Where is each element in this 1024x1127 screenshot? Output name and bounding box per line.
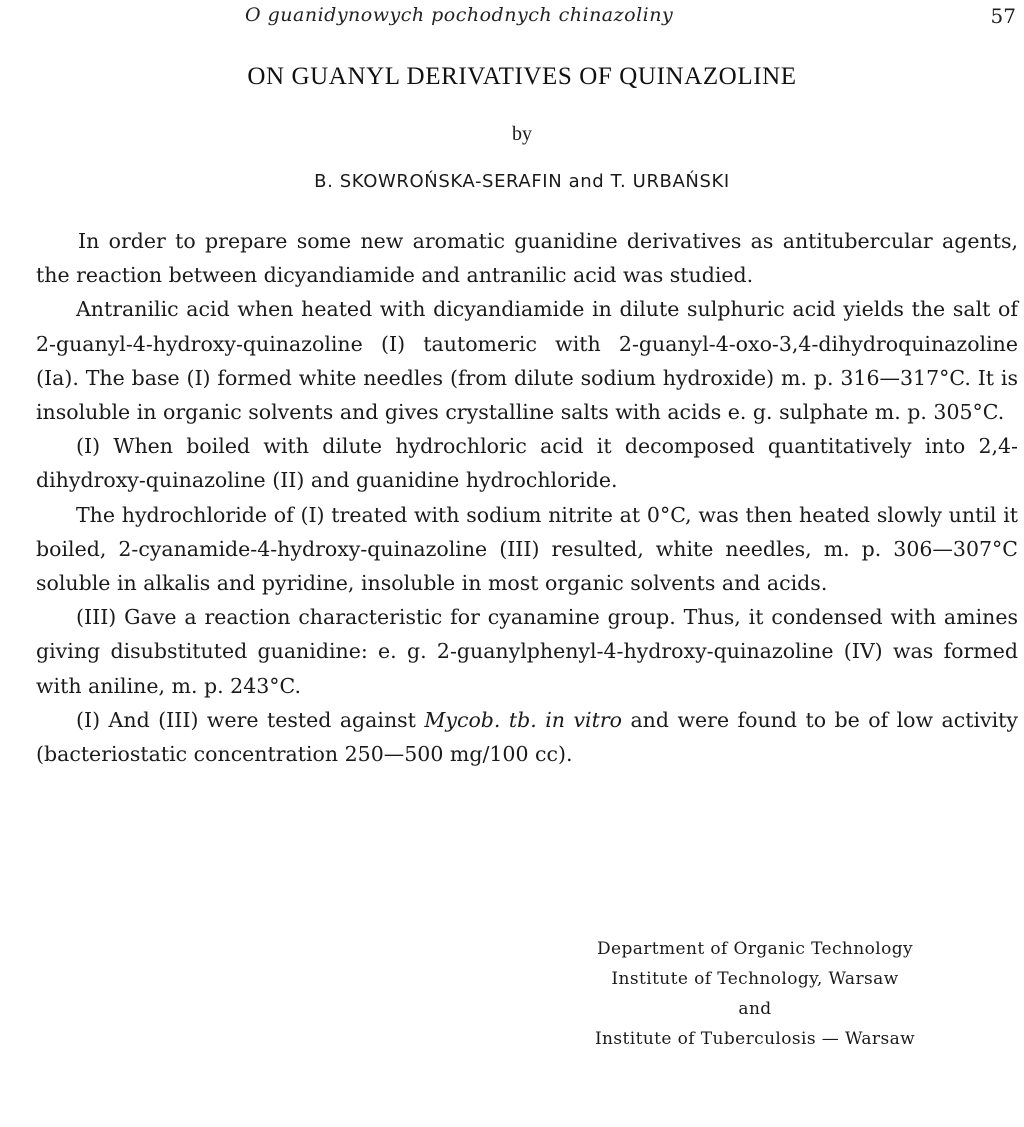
page-number: 57 bbox=[990, 4, 1016, 28]
authors: B. SKOWROŃSKA-SERAFIN and T. URBAŃSKI bbox=[314, 171, 730, 192]
affiliation-line-1: Department of Organic Technology bbox=[596, 939, 914, 959]
paragraph-4: The hydrochloride of (I) treated with sodium nitrite at 0°C, was then heated slowly until it boiled, 2-cyanamide-4-hydroxy-quinazoline (III) resulted, white needles, m. p. 306—307°C soluble in alkalis and pyridine, insoluble in most organic solvents and acids. bbox=[36, 502, 1018, 596]
article-title: ON GUANYL DERIVATIVES OF QUINAZOLINE bbox=[247, 63, 797, 90]
affiliation-line-4: Institute of Tuberculosis — Warsaw bbox=[594, 1029, 916, 1049]
paragraph-6-end: and were found to be of low activity (bacteriostatic concentration 250—500 mg/100 cc). bbox=[36, 707, 1018, 767]
affiliation-line-3: and bbox=[738, 999, 772, 1019]
running-title: O guanidynowych pochodnych chinazoliny bbox=[245, 4, 674, 26]
running-head bbox=[0, 4, 1024, 34]
organism-in-vitro-italic: Mycob. tb. in vitro bbox=[424, 707, 622, 732]
paragraph-3: (I) When boiled with dilute hydrochloric acid it decomposed quantitatively into 2,4-dihydroxy-quinazoline (II) and guanidine hydrochloride. bbox=[36, 434, 1018, 493]
article-body bbox=[36, 224, 1018, 771]
paragraph-6 bbox=[36, 703, 1018, 771]
paragraph-1: In order to prepare some new aromatic guanidine derivatives as antitubercular agents, the reaction between dicyandiamide and antranilic acid was studied. bbox=[36, 229, 1018, 288]
affiliation-line-2: Institute of Technology, Warsaw bbox=[611, 969, 899, 989]
paragraph-5: (III) Gave a reaction characteristic for cyanamine group. Thus, it condensed with amines giving disubstituted guanidine: e. g. 2-guanylphenyl-4-hydroxy-quinazoline (IV) was formed with aniline, m. p. 243°C. bbox=[36, 605, 1018, 698]
by-line: by bbox=[512, 123, 532, 145]
paragraph-6-start: (I) And (III) were tested against bbox=[76, 707, 425, 732]
paragraph-2: Antranilic acid when heated with dicyandiamide in dilute sulphuric acid yields the salt of 2-guanyl-4-hydroxy-quinazoline (I) tautomeric with 2-guanyl-4-oxo-3,4-dihydroquinazoline (Ia). The base (I) formed white needles (from dilute sodium hydroxide) m. p. 316—317°C. It is insoluble in organic solvents and gives crystalline salts with acids e. g. sulphate m. p. 305°C. bbox=[36, 297, 1018, 425]
affiliation-block bbox=[520, 934, 990, 1054]
